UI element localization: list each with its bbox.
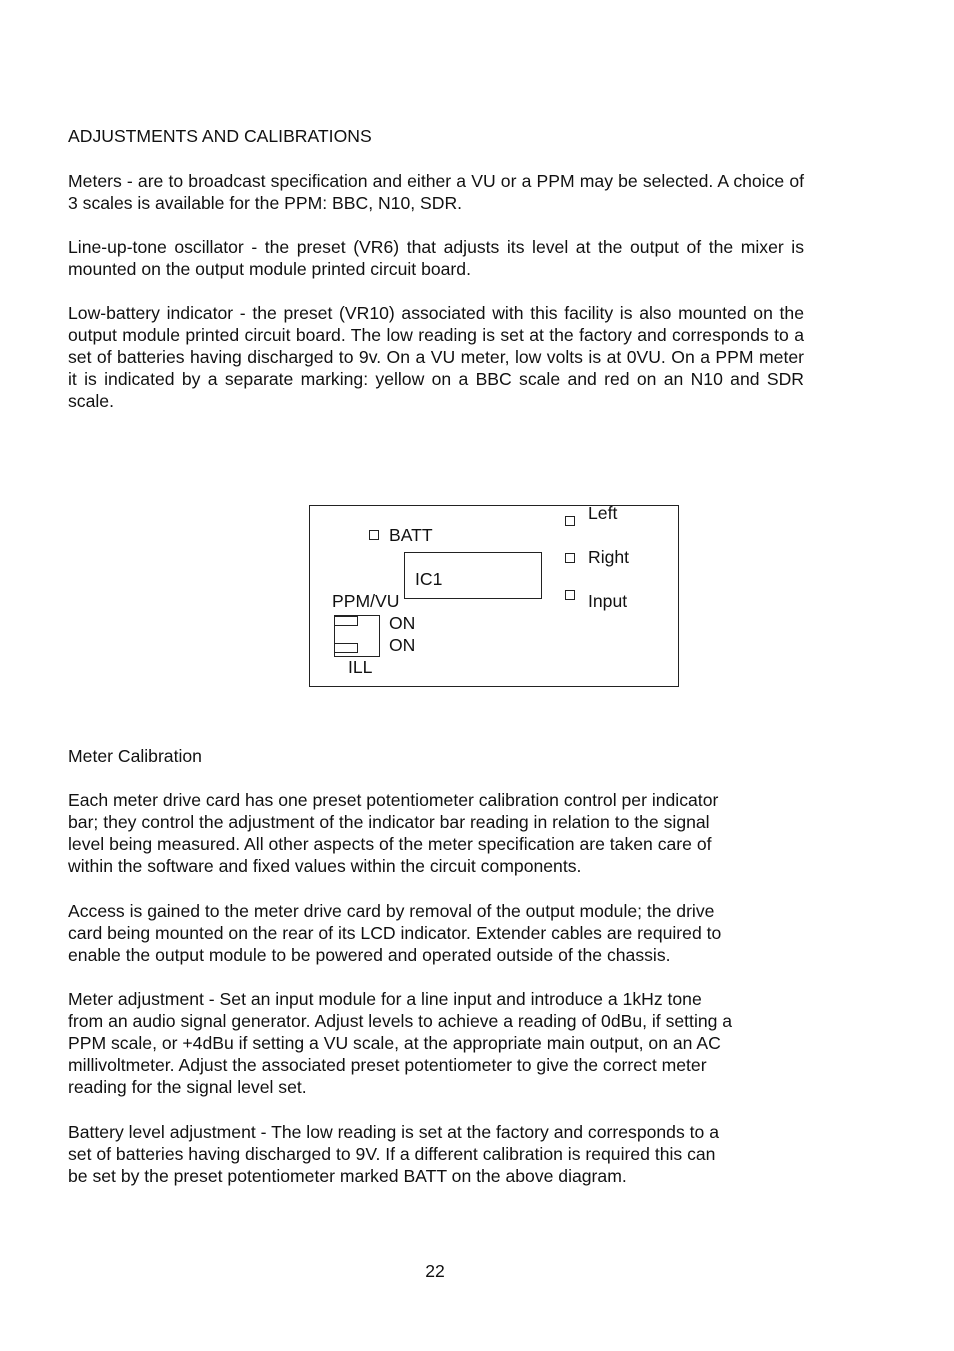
text-line: set of batteries having discharged to 9V. If a different calibration is required this can [68,1144,716,1165]
text-line: enable the output module to be powered and operated outside of the chassis. [68,945,671,966]
text-line: Meter adjustment - Set an input module for a line input and introduce a 1kHz tone [68,989,702,1009]
section-heading: Meter Calibration [68,746,202,766]
text-line: reading for the signal level set. [68,1077,307,1098]
ill-label: ILL [348,657,373,677]
text-line: Access is gained to the meter drive card by removal of the output module; the drive [68,901,715,921]
text-line: card being mounted on the rear of its LCD indicator. Extender cables are required to [68,923,722,944]
ppm-vu-label: PPM/VU [332,591,400,611]
left-label: Left [588,503,618,523]
battery-adjustment-paragraph [68,1121,804,1187]
meters-paragraph: Meters - are to broadcast specification and either a VU or a PPM may be selected. A choice of 3 scales is available for the PPM: BBC, N10, SDR. [68,171,804,214]
ic1-label: IC1 [415,569,443,589]
text-line: Battery level adjustment - The low reading is set at the factory and corresponds to a [68,1122,719,1142]
text-line: bar; they control the adjustment of the indicator bar reading in relation to the signal [68,812,710,833]
batt-preset-marker [369,530,379,540]
low-battery-paragraph: Low-battery indicator - the preset (VR10) associated with this facility is also mounted on the output module printed circuit board. The low reading is set at the factory and corresponds to a set of batteries having discharged to 9v. On a VU meter, low volts is at 0VU. On a PPM meter it is indicated by a separate marking: yellow on a BBC scale and red on an N10 and SDR scale. [68,303,804,412]
text-line: be set by the preset potentiometer marked BATT on the above diagram. [68,1166,627,1187]
on-label-1: ON [389,613,416,633]
batt-label: BATT [389,525,433,545]
pcb-layout-diagram [309,505,679,687]
text-line: from an audio signal generator. Adjust levels to achieve a reading of 0dBu, if setting a [68,1011,733,1032]
right-label: Right [588,547,630,567]
access-paragraph [68,900,804,966]
line-up-tone-paragraph: Line-up-tone oscillator - the preset (VR6) that adjusts its level at the output of the mixer is mounted on the output module printed circuit board. [68,237,804,280]
text-line: within the software and fixed values within the circuit components. [68,856,582,877]
on-label-2: ON [389,635,416,655]
right-preset-marker [565,553,575,563]
switch-lever-1 [334,616,358,626]
page-number: 22 [425,1261,445,1281]
page-title: ADJUSTMENTS AND CALIBRATIONS [68,126,372,146]
meter-adjustment-paragraph [68,988,804,1098]
switch-lever-2 [334,643,358,653]
text-line: PPM scale, or +4dBu if setting a VU scale, at the appropriate main output, on an AC [68,1033,721,1054]
left-preset-marker [565,516,575,526]
input-label: Input [588,591,628,611]
input-preset-marker [565,590,575,600]
meter-drive-paragraph [68,789,804,877]
text-line: millivoltmeter. Adjust the associated preset potentiometer to give the correct meter [68,1055,707,1076]
text-line: Each meter drive card has one preset potentiometer calibration control per indicator [68,790,719,810]
text-line: level being measured. All other aspects of the meter specification are taken care of [68,834,712,855]
